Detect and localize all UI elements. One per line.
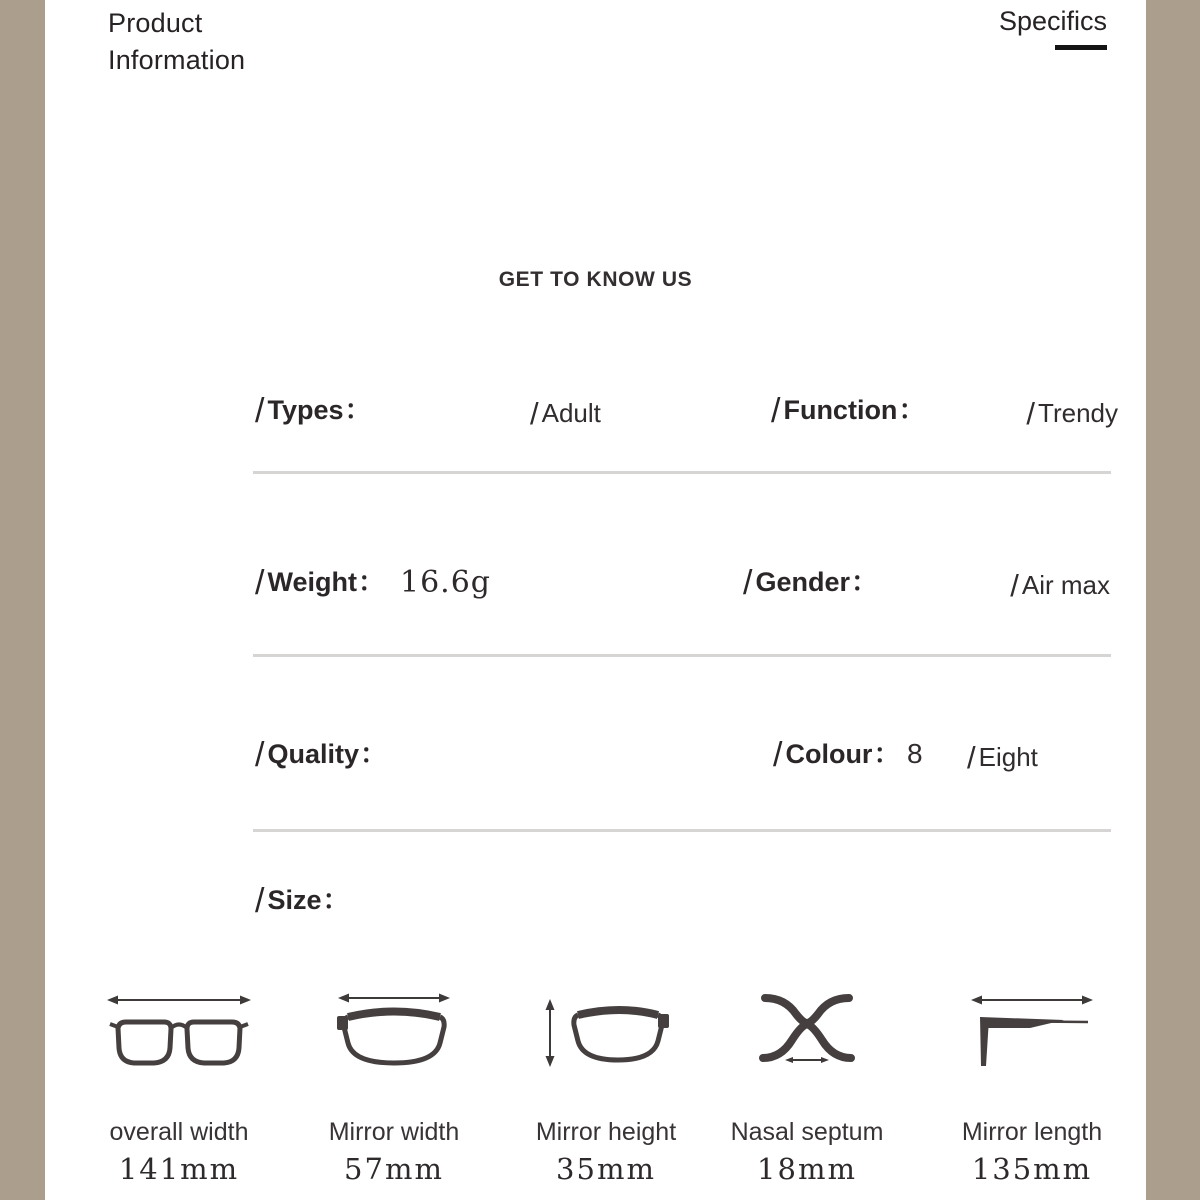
spec-row-size	[255, 878, 1118, 938]
measurement-name: overall width	[109, 1118, 249, 1146]
gender-value-text: Air max	[1021, 570, 1110, 600]
colour-slash: /	[773, 736, 783, 774]
weight-label-text: Weight	[267, 567, 357, 597]
colour-colon: ：	[873, 739, 901, 769]
weight-value: 16.6g	[400, 565, 492, 600]
measurement-value: 141mm	[118, 1152, 240, 1186]
lens-height-icon	[500, 986, 712, 1078]
weight-label	[255, 560, 385, 603]
measurement-name: Nasal septum	[730, 1118, 884, 1146]
function-value	[1026, 396, 1118, 432]
weight-colon: ：	[357, 567, 385, 597]
left-border-bar	[0, 0, 45, 1200]
colour-label	[773, 732, 900, 775]
measurement-name: Mirror length	[961, 1118, 1103, 1146]
types-value-slash: /	[530, 396, 539, 431]
nose-bridge-icon	[701, 986, 913, 1078]
gender-value-slash: /	[1010, 568, 1019, 603]
gender-slash: /	[743, 564, 753, 602]
spec-row-types-function	[255, 388, 1118, 448]
gender-value	[1010, 568, 1110, 604]
gender-label-text: Gender	[755, 567, 850, 597]
colour-value	[967, 740, 1038, 776]
size-label	[255, 878, 349, 921]
types-label-text: Types	[267, 395, 344, 425]
measurement-overall-width	[73, 986, 285, 1186]
spec-row-weight-gender	[255, 560, 1118, 620]
glasses-front-width-icon	[73, 986, 285, 1078]
measurement-value: 135mm	[971, 1152, 1093, 1186]
quality-label	[255, 732, 387, 775]
types-value-text: Adult	[541, 398, 601, 428]
section-heading: GET TO KNOW US	[498, 268, 693, 291]
types-label	[255, 388, 371, 431]
size-slash: /	[255, 882, 265, 920]
quality-colon: ：	[359, 739, 387, 769]
corner-label-block	[999, 4, 1107, 50]
size-colon: ：	[322, 885, 350, 915]
measurement-name: Mirror height	[535, 1118, 677, 1146]
function-slash: /	[771, 392, 781, 430]
quality-label-text: Quality	[267, 739, 359, 769]
corner-underline	[1055, 45, 1107, 50]
types-colon: ：	[344, 395, 372, 425]
row-divider	[253, 829, 1111, 832]
colour-label-text: Colour	[785, 739, 873, 769]
measurement-nasal-septum	[701, 986, 913, 1186]
types-value	[530, 396, 601, 432]
measurement-value: 57mm	[344, 1152, 444, 1186]
colour-value-text: Eight	[978, 742, 1038, 772]
types-slash: /	[255, 392, 265, 430]
row-divider	[253, 654, 1111, 657]
function-colon: ：	[898, 395, 926, 425]
measurement-mirror-width	[288, 986, 500, 1186]
measurement-mirror-height	[500, 986, 712, 1186]
lens-width-icon	[288, 986, 500, 1078]
weight-slash: /	[255, 564, 265, 602]
measurement-value: 18mm	[757, 1152, 857, 1186]
function-label-text: Function	[783, 395, 898, 425]
page-title	[108, 5, 245, 79]
size-label-text: Size	[267, 885, 322, 915]
quality-slash: /	[255, 736, 265, 774]
gender-colon: ：	[850, 567, 878, 597]
function-label	[771, 388, 925, 431]
page-title-line1: Product	[108, 8, 203, 38]
gender-label	[743, 560, 878, 603]
measurement-name: Mirror width	[328, 1118, 460, 1146]
row-divider	[253, 471, 1111, 474]
measurement-mirror-length	[926, 986, 1138, 1186]
corner-label: Specifics	[998, 6, 1107, 36]
spec-row-quality-colour	[255, 732, 1118, 792]
page-title-line2: Information	[108, 45, 246, 75]
function-value-slash: /	[1026, 396, 1036, 431]
right-border-bar	[1146, 0, 1200, 1200]
colour-value-slash: /	[967, 740, 976, 775]
function-value-text: Trendy	[1038, 398, 1118, 428]
colour-count: 8	[907, 738, 923, 769]
measurement-value: 35mm	[556, 1152, 656, 1186]
temple-arm-icon	[926, 986, 1138, 1078]
